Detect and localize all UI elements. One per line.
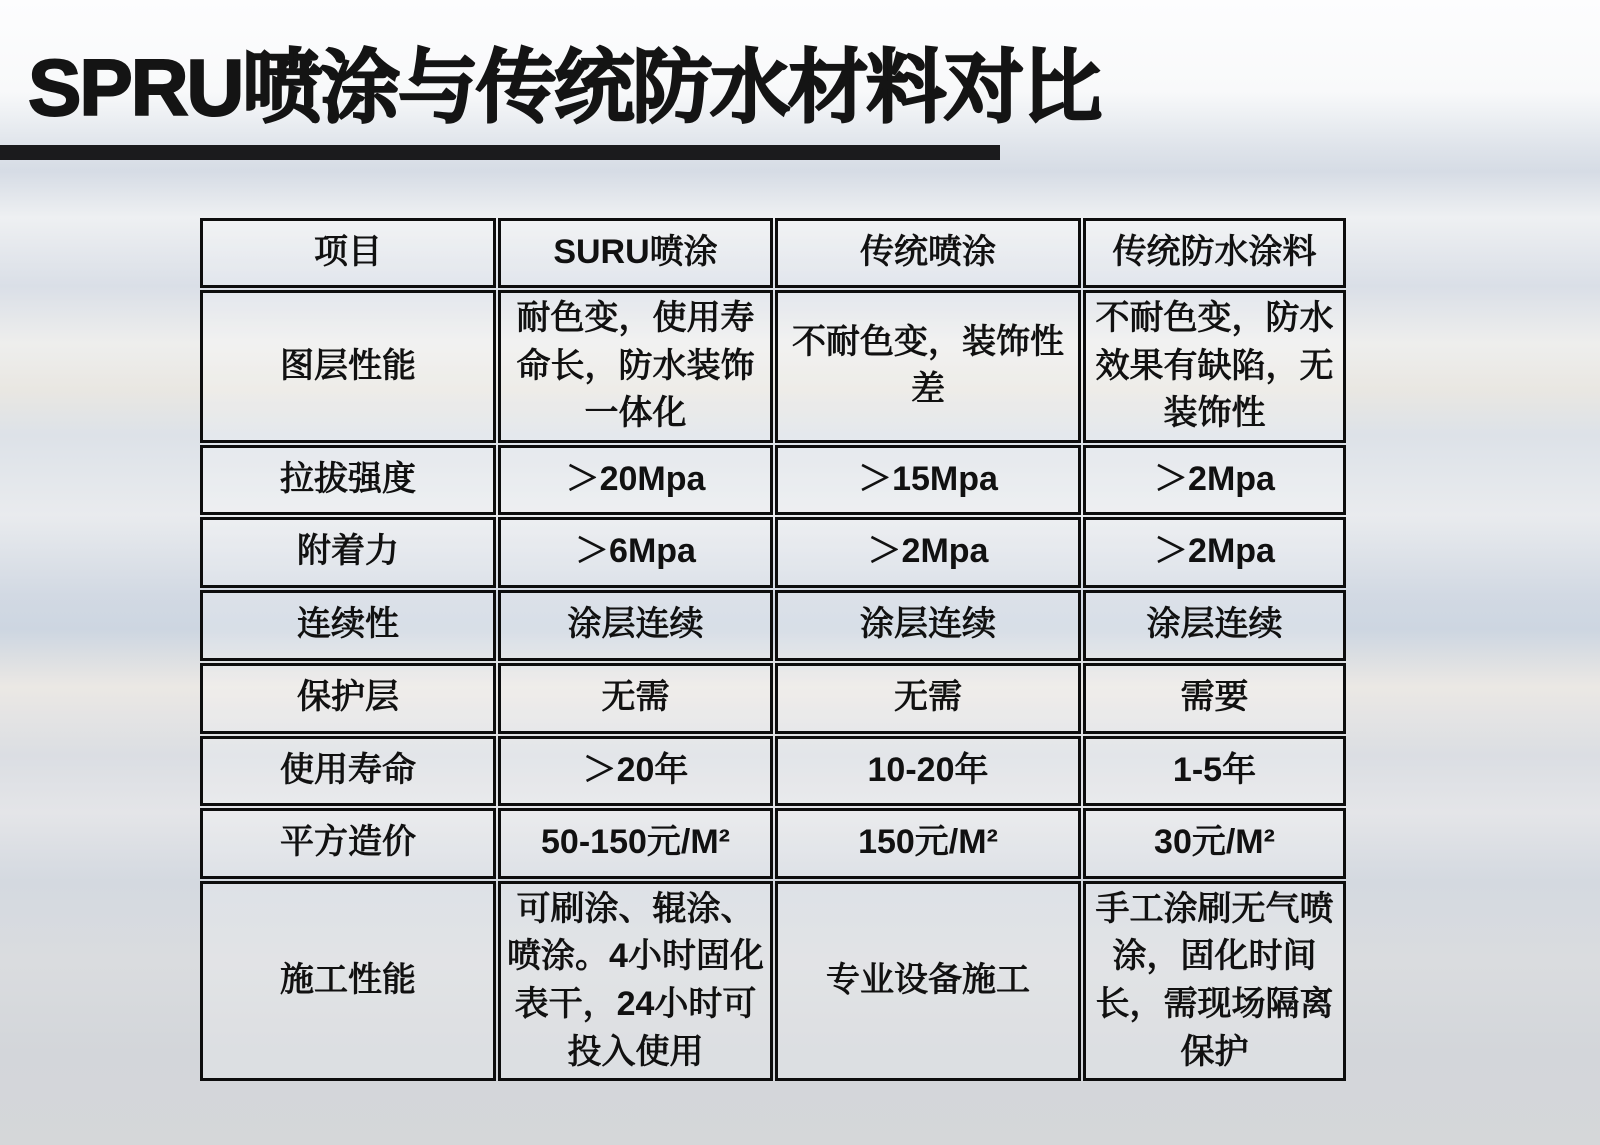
row-label: 连续性 <box>200 590 496 661</box>
header-row <box>200 218 1346 288</box>
row-label: 图层性能 <box>200 290 496 443</box>
cell: ＞15Mpa <box>775 445 1081 515</box>
cell: 不耐色变，装饰性差 <box>775 290 1081 443</box>
cell: 耐色变，使用寿命长，防水装饰一体化 <box>498 290 773 443</box>
table-row <box>200 290 1346 443</box>
cell: ＞20Mpa <box>498 445 773 515</box>
table-row <box>200 663 1346 734</box>
cell: 150元/M² <box>775 808 1081 879</box>
cell: 手工涂刷无气喷涂，固化时间长，需现场隔离保护 <box>1083 881 1346 1081</box>
row-label: 施工性能 <box>200 881 496 1081</box>
table-row <box>200 445 1346 515</box>
header-cell-traditional-coating: 传统防水涂料 <box>1083 218 1346 288</box>
cell: 10-20年 <box>775 736 1081 806</box>
header-cell-item: 项目 <box>200 218 496 288</box>
header-cell-traditional-spray: 传统喷涂 <box>775 218 1081 288</box>
cell: ＞2Mpa <box>775 517 1081 588</box>
table-row <box>200 590 1346 661</box>
row-label: 平方造价 <box>200 808 496 879</box>
cell: 30元/M² <box>1083 808 1346 879</box>
cell: 涂层连续 <box>775 590 1081 661</box>
cell: 涂层连续 <box>498 590 773 661</box>
cell: 1-5年 <box>1083 736 1346 806</box>
cell: ＞20年 <box>498 736 773 806</box>
cell: 专业设备施工 <box>775 881 1081 1081</box>
row-label: 使用寿命 <box>200 736 496 806</box>
comparison-table <box>198 216 1348 1083</box>
header-cell-suru-spray: SURU喷涂 <box>498 218 773 288</box>
table-row <box>200 808 1346 879</box>
row-label: 拉拔强度 <box>200 445 496 515</box>
table-row <box>200 881 1346 1081</box>
cell: 无需 <box>498 663 773 734</box>
page-title: SPRU喷涂与传统防水材料对比 <box>28 43 1101 132</box>
cell: 涂层连续 <box>1083 590 1346 661</box>
cell: ＞2Mpa <box>1083 517 1346 588</box>
cell: 无需 <box>775 663 1081 734</box>
row-label: 附着力 <box>200 517 496 588</box>
row-label: 保护层 <box>200 663 496 734</box>
cell: 可刷涂、辊涂、喷涂。4小时固化表干，24小时可投入使用 <box>498 881 773 1081</box>
cell: ＞2Mpa <box>1083 445 1346 515</box>
table-row <box>200 517 1346 588</box>
cell: 50-150元/M² <box>498 808 773 879</box>
cell: 不耐色变，防水效果有缺陷，无装饰性 <box>1083 290 1346 443</box>
title-underline-bar <box>0 145 1000 160</box>
cell: 需要 <box>1083 663 1346 734</box>
table-row <box>200 736 1346 806</box>
cell: ＞6Mpa <box>498 517 773 588</box>
